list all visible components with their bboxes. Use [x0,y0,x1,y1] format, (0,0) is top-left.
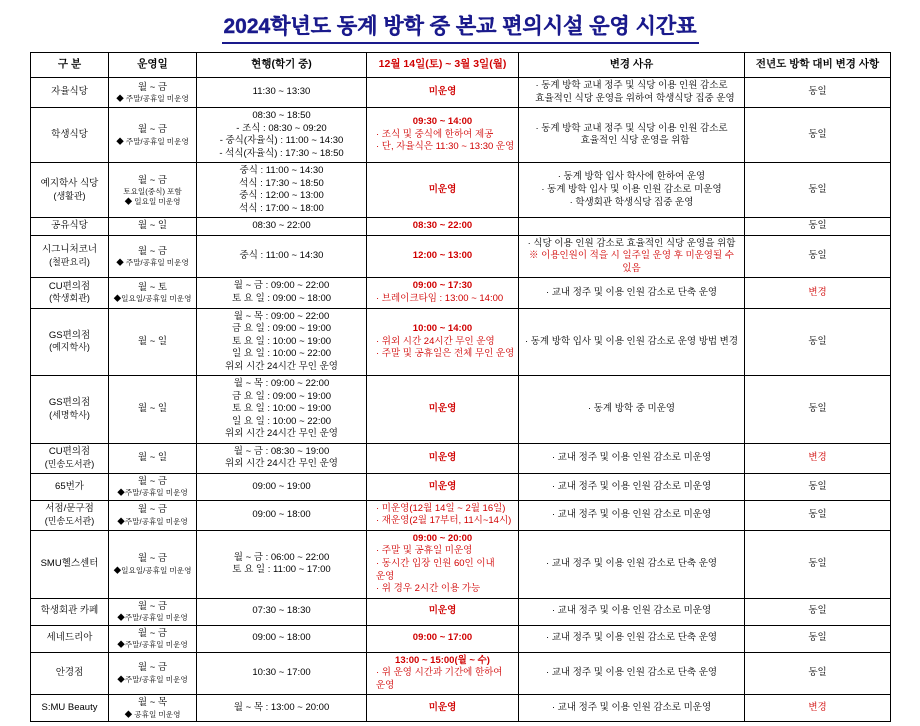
change-vs-last-year: 동일 [745,108,891,163]
change-reason-line: · 교내 정주 및 이용 인원 감소로 미운영 [551,701,712,713]
change-vs-last-year: 동일 [745,652,891,695]
current-hours-line: 위외 시간 24시간 무인 운영 [225,428,338,440]
facility-name: GS편의점 (예지학사) [31,308,109,376]
change-reason-line: · 교내 정주 및 이용 인원 감소로 미운영 [551,452,712,464]
facility-name-sub: (학생회관) [49,293,90,304]
vacation-hours-line: 미운영 [428,86,457,98]
change-reason-line: 효율적인 식당 운영을 위하여 학생식당 집중 운영 [535,92,735,104]
facility-name-sub: (예지학사) [49,342,90,353]
vacation-hours-line: 10:00 ~ 14:00 [412,323,473,335]
table-row [31,218,891,236]
current-hours-line: 07:30 ~ 18:30 [252,605,311,617]
current-hours [197,500,367,530]
change-reason-line: · 동계 방학 입사 학사에 한하여 운영 [557,171,706,183]
change-vs-last-year: 동일 [745,598,891,625]
vacation-hours [367,108,519,163]
change-reason-line: 효율적인 식당 운영을 위함 [580,135,690,147]
current-hours-line: 토 요 일 : 09:00 ~ 18:00 [231,292,332,304]
facility-name-sub: (철판요리) [49,256,90,267]
table-row [31,278,891,308]
table-row [31,163,891,218]
current-hours [197,598,367,625]
current-hours-line: 중식 : 11:00 ~ 14:30 [239,250,324,262]
vacation-hours-note: · 위외 시간 24시간 무인 운영 [376,335,495,347]
vacation-hours [367,530,519,598]
change-reason [519,652,745,695]
vacation-hours [367,78,519,108]
operating-days: 월 ~ 금 ◆일요일/공휴일 미운영 [109,530,197,598]
current-hours-line: 월 ~ 금 : 08:30 ~ 19:00 [233,445,330,457]
current-hours-line: 월 ~ 목 : 13:00 ~ 20:00 [233,701,330,713]
current-hours-line: 월 ~ 금 : 06:00 ~ 22:00 [233,551,330,563]
current-hours-line: 석식 : 17:00 ~ 18:00 [239,202,324,214]
table-row [31,78,891,108]
current-hours-line: 월 ~ 목 : 09:00 ~ 22:00 [233,378,330,390]
current-hours-line: 위외 시간 24시간 무인 운영 [225,458,338,470]
vacation-hours-note: · 위 경우 2시간 이용 가능 [376,583,481,595]
change-reason [519,625,745,652]
change-reason-line: · 교내 정주 및 이용 인원 감소로 미운영 [551,509,712,521]
vacation-hours [367,163,519,218]
vacation-hours-line: 미운영 [428,701,457,713]
table-row [31,235,891,278]
vacation-hours-note: · 주말 및 공휴일은 전체 무인 운영 [376,348,515,360]
facility-name-sub: (민송도서관) [44,458,95,469]
change-reason-line: · 동계 방학 교내 정주 및 식당 이용 인원 감소로 [535,80,728,91]
operating-days: 월 ~ 금 ◆주말/공휴일 미운영 [109,652,197,695]
vacation-hours [367,695,519,722]
operating-days-note: 토요일(중식) 포함 [123,187,182,197]
table-row [31,652,891,695]
current-hours [197,652,367,695]
current-hours-line: 중식 : 11:00 ~ 14:30 [239,165,324,177]
vacation-hours-line: 08:30 ~ 22:00 [412,220,473,232]
change-reason-line: · 동계 방학 입사 및 이용 인원 감소로 미운영 [541,183,722,195]
vacation-hours-line: 09:30 ~ 14:00 [412,116,473,128]
change-reason [519,695,745,722]
facility-name: 학생회관 카페 [31,598,109,625]
current-hours-line: 금 요 일 : 09:00 ~ 19:00 [231,323,332,335]
vacation-hours [367,278,519,308]
current-hours [197,625,367,652]
change-reason [519,530,745,598]
change-reason-line: · 동계 방학 중 미운영 [587,403,676,415]
change-vs-last-year: 동일 [745,308,891,376]
table-row [31,308,891,376]
vacation-hours-note: · 조식 및 중식에 한하여 제공 [376,128,494,140]
current-hours [197,376,367,444]
current-hours [197,308,367,376]
current-hours-line: 위외 시간 24시간 무인 운영 [225,360,338,372]
change-reason [519,278,745,308]
vacation-hours-note: · 재운영(2월 17부터, 11시~14시) [376,515,512,527]
operating-days-note: ◆ 주말/공휴일 미운영 [116,136,189,146]
table-header-row [31,53,891,78]
current-hours-line: 토 요 일 : 10:00 ~ 19:00 [231,335,332,347]
change-reason [519,376,745,444]
current-hours [197,443,367,473]
current-hours-line: - 중식(자율식) : 11:00 ~ 14:30 [219,135,344,147]
table-row [31,695,891,722]
change-vs-last-year: 동일 [745,625,891,652]
operating-days-note: ◆ 주말/공휴일 미운영 [116,258,189,268]
vacation-hours [367,308,519,376]
change-reason [519,235,745,278]
change-reason-line: · 교내 정주 및 이용 인원 감소로 단축 운영 [545,667,718,679]
change-reason-line: · 교내 정주 및 이용 인원 감소로 단축 운영 [545,632,718,644]
change-reason [519,218,745,236]
operating-days-note: ◆ 공휴일 미운영 [124,709,181,719]
vacation-hours-note: · 단, 자율식은 11:30 ~ 13:30 운영 [376,141,515,153]
facility-name: 안경점 [31,652,109,695]
column-header-reason: 변경 사유 [519,53,745,78]
operating-days-note: ◆주말/공휴일 미운영 [117,674,188,684]
vacation-hours-line: 12:00 ~ 13:00 [412,250,473,262]
current-hours-line: 금 요 일 : 09:00 ~ 19:00 [231,390,332,402]
operating-days: 월 ~ 금 ◆ 주말/공휴일 미운영 [109,108,197,163]
vacation-hours-line: 미운영 [428,480,457,492]
operating-days: 월 ~ 금 토요일(중식) 포함 ◆ 일요일 미운영 [109,163,197,218]
current-hours [197,78,367,108]
change-reason-line: · 동계 방학 입사 및 이용 인원 감소로 운영 방법 변경 [524,335,739,347]
vacation-hours [367,443,519,473]
current-hours [197,235,367,278]
change-reason [519,598,745,625]
operating-days-note: ◆주말/공휴일 미운영 [117,488,188,498]
vacation-hours [367,500,519,530]
change-vs-last-year: 동일 [745,473,891,500]
change-reason [519,443,745,473]
current-hours-line: 09:00 ~ 18:00 [252,509,311,521]
current-hours-line: 11:30 ~ 13:30 [252,86,311,98]
facility-name: GS편의점 (세명학사) [31,376,109,444]
operating-days: 월 ~ 금 ◆주말/공휴일 미운영 [109,625,197,652]
change-vs-last-year: 동일 [745,530,891,598]
operating-days-note: ◆일요일/공휴일 미운영 [113,565,192,575]
current-hours-line: - 조식 : 08:30 ~ 09:20 [236,122,327,134]
operating-days-note: ◆주말/공휴일 미운영 [117,516,188,526]
vacation-hours-line: 09:00 ~ 17:00 [412,632,473,644]
operating-days: 월 ~ 토 ◆일요일/공휴일 미운영 [109,278,197,308]
current-hours-line: 석식 : 17:30 ~ 18:50 [239,177,324,189]
change-vs-last-year: 동일 [745,163,891,218]
current-hours-line: 08:30 ~ 22:00 [252,220,311,232]
vacation-hours [367,625,519,652]
operating-days: 월 ~ 일 [109,443,197,473]
facility-name: S:MU Beauty [31,695,109,722]
current-hours [197,473,367,500]
change-vs-last-year: 동일 [745,218,891,236]
table-row [31,625,891,652]
table-row [31,443,891,473]
vacation-hours-note: · 동시간 입장 인원 60인 이내 운영 [376,558,495,582]
table-row [31,598,891,625]
current-hours [197,108,367,163]
facility-name: 학생식당 [31,108,109,163]
current-hours [197,278,367,308]
operating-days-note: ◆ 주말/공휴일 미운영 [116,94,189,104]
operating-days: 월 ~ 금 ◆ 주말/공휴일 미운영 [109,235,197,278]
table-row [31,530,891,598]
current-hours-line: 09:00 ~ 19:00 [252,480,311,492]
vacation-hours-note: · 위 운영 시간과 기간에 한하여 운영 [376,667,503,691]
column-header-category: 구 분 [31,53,109,78]
facility-name: 세네드리아 [31,625,109,652]
current-hours [197,530,367,598]
operating-days: 월 ~ 금 ◆주말/공휴일 미운영 [109,473,197,500]
current-hours-line: 일 요 일 : 10:00 ~ 22:00 [231,348,332,360]
change-reason-line: · 교내 정주 및 이용 인원 감소로 단축 운영 [545,558,718,570]
current-hours-line: 토 요 일 : 11:00 ~ 17:00 [232,564,331,576]
table-row [31,500,891,530]
column-header-vacation-period: 12월 14일(토) ~ 3월 3일(월) [367,53,519,78]
facility-name: 65번가 [31,473,109,500]
current-hours-line: 월 ~ 금 : 09:00 ~ 22:00 [233,280,330,292]
current-hours-line: 일 요 일 : 10:00 ~ 22:00 [231,415,332,427]
change-reason [519,163,745,218]
facility-name: SMU헬스센터 [31,530,109,598]
operating-days: 월 ~ 금 ◆주말/공휴일 미운영 [109,598,197,625]
change-vs-last-year: 변경 [745,695,891,722]
change-vs-last-year: 동일 [745,78,891,108]
table-row [31,108,891,163]
column-header-operating-days: 운영일 [109,53,197,78]
vacation-hours-line: 미운영 [428,605,457,617]
current-hours-line: 중식 : 12:00 ~ 13:00 [239,190,324,202]
operating-days: 월 ~ 일 [109,218,197,236]
current-hours-line: 토 요 일 : 10:00 ~ 19:00 [231,403,332,415]
current-hours-line: 10:30 ~ 17:00 [252,667,311,679]
operating-days: 월 ~ 일 [109,376,197,444]
vacation-hours [367,376,519,444]
vacation-hours-line: 미운영 [428,183,457,195]
change-reason [519,108,745,163]
table-row [31,473,891,500]
facility-name: CU편의점 (학생회관) [31,278,109,308]
vacation-hours [367,473,519,500]
vacation-hours-note: · 주말 및 공휴일 미운영 [376,545,473,557]
change-vs-last-year: 동일 [745,376,891,444]
operating-days: 월 ~ 목 ◆ 공휴일 미운영 [109,695,197,722]
column-header-change-vs-last-year: 전년도 방학 대비 변경 사항 [745,53,891,78]
operating-days: 월 ~ 금 ◆주말/공휴일 미운영 [109,500,197,530]
table-row [31,376,891,444]
title-block [30,6,890,52]
change-reason-line: · 교내 정주 및 이용 인원 감소로 단축 운영 [545,286,718,298]
change-reason-line: · 교내 정주 및 이용 인원 감소로 미운영 [551,480,712,492]
current-hours [197,163,367,218]
table-body [31,78,891,722]
facility-name-sub: (생활관) [53,190,86,201]
change-reason [519,78,745,108]
operating-days-note: ◆주말/공휴일 미운영 [117,613,188,623]
vacation-hours-line: 13:00 ~ 15:00(월 ~ 수) [395,654,490,666]
facility-name: 예지학사 식당 (생활관) [31,163,109,218]
facility-name: 서점/문구점 (민송도서관) [31,500,109,530]
change-reason [519,308,745,376]
vacation-hours [367,218,519,236]
facility-name: 자율식당 [31,78,109,108]
current-hours-line: 08:30 ~ 18:50 [252,110,311,122]
change-reason [519,500,745,530]
vacation-hours [367,235,519,278]
column-header-current: 현행(학기 중) [197,53,367,78]
current-hours-line: 09:00 ~ 18:00 [252,632,311,644]
change-reason-line: · 식당 이용 인원 감소로 효율적인 식당 운영을 위함 [527,237,736,249]
change-reason-line: ※ 이용인원이 적을 시 일주일 운영 후 미운영될 수 있음 [529,250,734,274]
vacation-hours-line: 09:00 ~ 17:30 [412,280,473,292]
change-reason-line: · 동계 방학 교내 정주 및 식당 이용 인원 감소로 [535,122,728,134]
vacation-hours-note: · 브레이크타임 : 13:00 ~ 14:00 [376,292,504,304]
change-vs-last-year: 변경 [745,443,891,473]
change-reason-line: · 교내 정주 및 이용 인원 감소로 미운영 [551,605,712,617]
operating-days: 월 ~ 일 [109,308,197,376]
operating-days-note: ◆ 일요일 미운영 [124,196,181,206]
vacation-hours-line: 미운영 [428,452,457,464]
vacation-hours-line: 09:00 ~ 20:00 [412,532,473,544]
facility-name: CU편의점 (민송도서관) [31,443,109,473]
vacation-hours [367,652,519,695]
facility-name-sub: (세명학사) [49,409,90,420]
current-hours [197,218,367,236]
change-reason [519,473,745,500]
change-vs-last-year: 변경 [745,278,891,308]
operating-days: 월 ~ 금 ◆ 주말/공휴일 미운영 [109,78,197,108]
current-hours-line: - 석식(자율식) : 17:30 ~ 18:50 [219,147,344,159]
vacation-hours-note: · 미운영(12월 14일 ~ 2월 16일) [376,502,506,514]
change-reason-line: · 학생회관 학생식당 집중 운영 [569,196,694,208]
operating-days-note: ◆주말/공휴일 미운영 [117,640,188,650]
facility-name-sub: (민송도서관) [44,515,95,526]
vacation-hours [367,598,519,625]
operating-days-note: ◆일요일/공휴일 미운영 [113,294,192,304]
facility-name: 공유식당 [31,218,109,236]
change-vs-last-year: 동일 [745,500,891,530]
facility-schedule-table [30,52,891,722]
page-title: 2024학년도 동계 방학 중 본교 편의시설 운영 시간표 [222,10,699,44]
vacation-hours-line: 미운영 [428,403,457,415]
current-hours-line: 월 ~ 목 : 09:00 ~ 22:00 [233,310,330,322]
change-vs-last-year: 동일 [745,235,891,278]
facility-name: 시그니처코너 (철판요리) [31,235,109,278]
current-hours [197,695,367,722]
